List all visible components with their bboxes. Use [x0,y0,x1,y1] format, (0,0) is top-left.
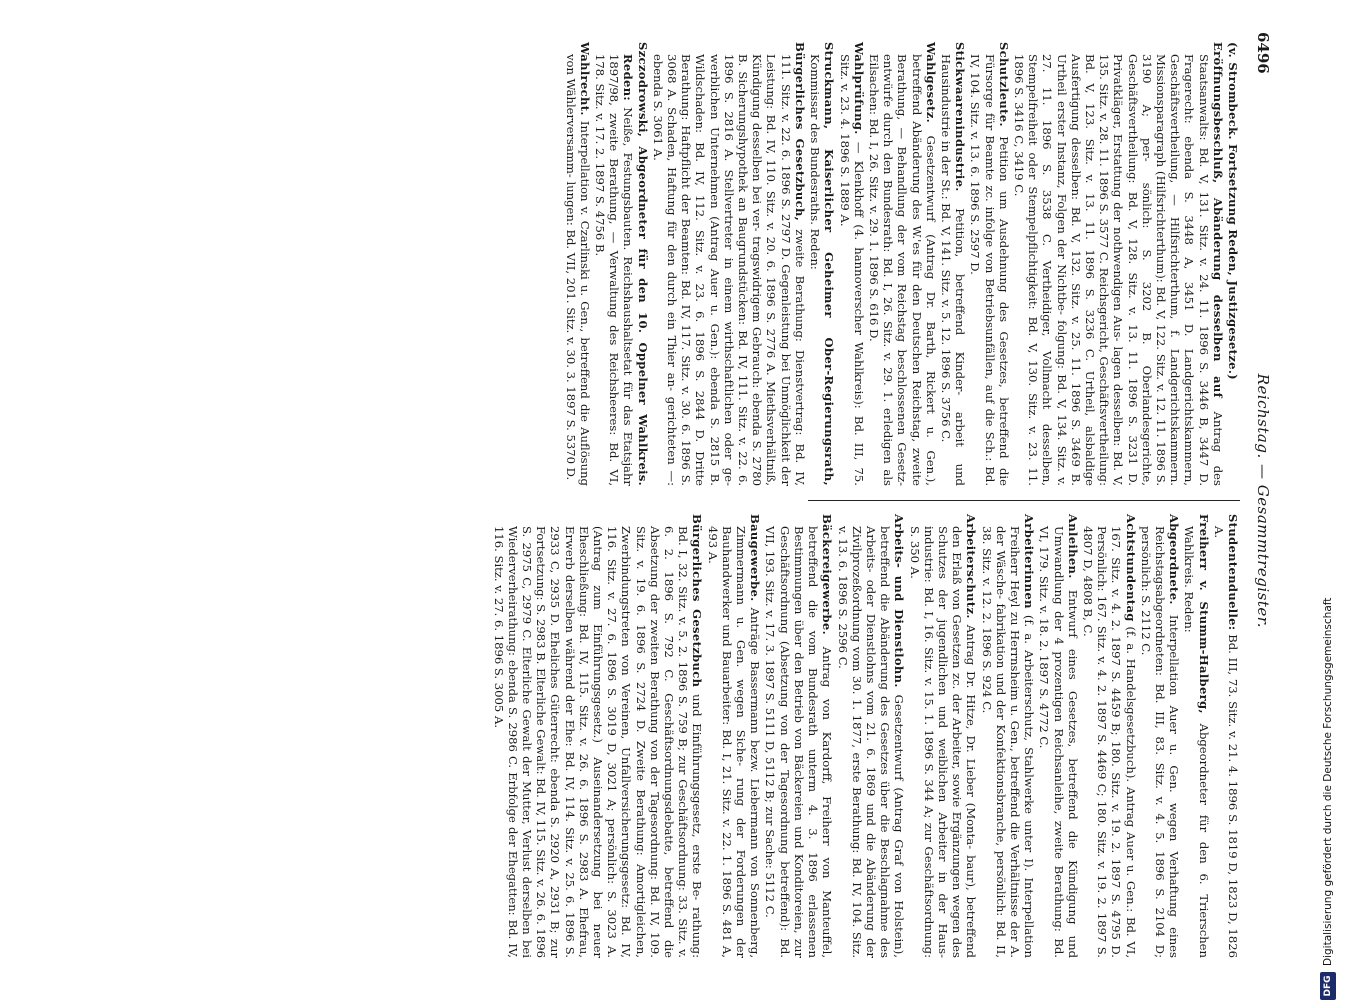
entry-line: entwürfe durch den Bundesrath: Bd. I, 26. Sitz. v. 29. 1. [881,54,896,403]
entry-heading: Bäckereigewerbe. [820,514,835,635]
entry-line: (Absetzung von der Tagesordnung betreffend): Bd. VII, [763,526,792,958]
running-title: Reichstag. — Gesammtregister. [1254,373,1272,629]
entry-line: v. 18. 2. 1897 S. 4772 C. [1037,601,1052,749]
entry-line: 114. Sitz. v. 25. 6. 1896 S. 2933 C, 2935 D. [548,526,577,958]
entry-line: Privatkläger, Erstattung der nothwendigen Aus- [1111,54,1126,342]
entry-heading: Bürgerliches Gesetzbuch, [792,42,807,222]
entry-line: Petition um Ausdehnung des Gesetzes, [996,126,1011,388]
entry-line: Dienstlohns vom 21. 6. 1869 und die Abänderung [863,606,878,931]
entry-line: Urtheil, alsbaldige Ausfertigung desselben: [1068,54,1097,486]
register-entry [563,42,591,486]
register-entry [968,42,1011,486]
entry-line: Verwaltung des Reichsheeres: Bd. VI, 178. Sitz. v. [593,54,622,486]
entry-line: Entwurf eines Gesetzes, betreffend die [1065,578,1080,849]
entry-line: Anträge Bassermann bezw. Liebermann [748,601,763,850]
entry-line: rathung: Bd. I, 32. Sitz. v. 5. 2. 1896 S. 759 B; zur [676,526,705,959]
entry-line: Antrag des Staatsanwalts: Bd. V, 131. Sitz. [1196,54,1225,486]
entry-line: Dienstvertrag: Bd. IV, 111. Sitz. v. 22. 6. 1896 [778,54,807,486]
entry-line: Berathung: Bd. IV, 104. Sitz. v. 13. 6. 1896 [835,526,864,958]
entry-line: Verhaftung eines Reichstagsabgeordneten: Bd. III, [1152,526,1182,958]
entry-line: Dritte Berathung: [679,54,708,486]
entry-line: 180. Sitz. v. 19. 2. 1897 S. 4795 D. Persönlich: [1095,526,1124,958]
entry-line: Betriebsunfällen, auf die Sch.: Bd. IV, 104. Sitz. [968,54,997,487]
entry-line: (f. a. Handelsgesetzbuch). Antrag Auer [1123,621,1138,861]
entry-line: tragswidrigem Gebrauch: ebenda S. 2780 B. [736,54,765,486]
entry-line: — Klenkhoff (4. hannoverscher Wahlkreis): [851,134,866,409]
entry-line: 1896 S. 2975 C, 2979 C. [520,526,549,959]
entry-heading: Studentenduelle: [1226,514,1240,631]
entry-line: der Arbeiter, sowie Ergänzungen wegen des Schutzes [935,526,965,958]
digitization-credit: Digitalisierung gefördert durch die Deutsche Forschungsgemeinschaft [1322,597,1334,966]
entry-line: Haftpflicht der Beamten: Bd. IV, 117. Sitz. v. [679,120,694,396]
entry-line: zweite Berathung: [792,221,807,342]
entry-line: 111. Sitz. v. 22. 6. 1896 S. 2816 A. [721,54,751,487]
entry-line: Elterliche Gewalt: Bd. IV, 115. Sitz. v. 26. 6. [534,664,549,925]
entry-line: Bd. V, 132. Sitz. v. 25. 11. 1896 S. 3469 B. [1068,199,1083,486]
register-entry [763,514,834,958]
entry-line: Gegenleistung bei Unmöglichkeit der Leistung: Bd. IV, [764,54,793,486]
entry-heading: Baugewerbe. [748,514,763,602]
entry-heading: Stickwaarenindustrie. [953,42,968,192]
entry-line: 167. Sitz. v. 4. 2. 1897 S. 4469 C; 180. Sitz. v. [1095,591,1110,871]
entry-line: v. 13. 6. 1896 S. 2597 D. [968,127,983,275]
entry-line: Fragerecht: ebenda S. 3448 A, 3451 D. [1182,54,1197,337]
entry-line: Wildschaden: Bd. IV, 112. Sitz. v. 23. 6. 1896 [693,54,708,361]
digitization-footer [1303,0,1353,1000]
entry-line: Ehefrau, Erwerb derselben während der Ehe: Bd. IV, [562,526,591,958]
entry-line: Unfallversicherungsgesetz: Bd. IV, 116. Sitz. v. [605,526,634,958]
entry-line: 110. Sitz. v. 20. 6. 1896 S. 2776 A. [764,154,779,376]
entry-line: 23. 11. 1896 S. 3416 C, 3419 C. [1011,54,1041,486]
register-entry [651,42,807,486]
entry-line: Sicherungshypothek an Baugrundstücken: Bd. IV, [736,66,751,370]
entry-line: Elterliche Gewalt der Mutter, Verlust derselben [520,641,535,935]
entry-line: Geschäftsordnungsdebatte, betreffend die Absetzung der [647,526,677,958]
entry-line: ebenda S. 2815 B. [707,359,722,486]
entry-line: baur), betreffend den Erlaß von Gesetzen zc. [950,526,979,958]
entry-line: Gen., betreffend die Verhältnisse der A. der Wäsche- [993,526,1022,958]
entry-line: Wahlkreis. Reden: [1182,526,1197,633]
left-column [490,28,1240,500]
entry-line: 115. Sitz. v. 26. 6. 1896 S. 2983 A. [576,665,591,901]
entry-line: Miethsverhältniß, Kündigung desselben bei ver- [750,54,779,486]
entry-line: 493 A. [705,526,720,564]
entry-line: 30. 6. 1896 S. 3068 A. [665,54,694,486]
entry-line: Reichsanleihe, zweite Berathung: Bd. VI, 179. Sitz. [1037,526,1066,958]
dfg-logo: DFG [1320,972,1336,1000]
register-entry [593,42,650,486]
entry-line: Antrag von Kardorff, Freiherr von [820,634,835,879]
register-entry [939,42,967,486]
entry-line: zur Geschäftsordnung: S. 350 A. [907,526,936,958]
entry-line: Reichshaushaltsetat [621,250,636,376]
entry-line: 193. Sitz. v. 17. 3. 1897 S. 5111 D, 5112 B; zur [763,547,778,826]
entry-line: Vertheidiger, Vollmacht desselben, Stempelfreiheit [1026,54,1055,486]
entry-line: der jugendlichen und weiblichen Arbeiter in der Haus- [935,578,950,958]
entry-line: betreffend die Auflösung von Wählerversamm- [563,54,592,486]
entry-line: 4. 3. 1896 erlassenen Bestimmungen über den Betrieb [791,526,821,959]
entry-line: Missionsparagraph (Hilfsrichterthum): Bd. V, [1153,54,1168,321]
entry-line: Interpellation v. Czarlinski u. Gen., [577,115,592,333]
entry-line: Bd. II, 38. Sitz. v. 12. 2. 1896 S. 924 C. [979,526,1008,958]
entry-heading: Bürgerliches Gesetzbuch [690,514,705,688]
entry-line: Gesetzentwurf (Antrag Dr. Barth, [923,123,938,359]
entry-line: oder Stempelpflichtigkeit: Bd. V, 130. Sitz. v. [1026,145,1041,436]
entry-line: Oberlandesgerichte, Geschäftsvertheilung: Bd. V, [1125,54,1154,486]
entry-line: Eheliches Güterrecht: ebenda S. 2920 A, 2931 B; [548,626,563,934]
entry-line: 27. 6. 1896 S. 3005 A. [491,594,506,729]
entry-line: Urtheil erster Instanz, Folgen der Nichtbe- [1054,54,1069,315]
text-columns [490,28,1240,972]
register-entry [1081,514,1138,958]
entry-line: 27. 6. 1896 S. 3019 D, 3021 A; persönlich: [605,600,620,885]
register-entry [1182,514,1210,958]
register-entry [979,514,1036,958]
entry-line: 1896 S. 3577 C. [1097,166,1112,264]
entry-line: Gesetzes über die Beschlagnahme des Arbeits- oder [863,526,893,958]
entry-line: Antrag Dr. Hitze, Dr. Lieber (Monta- [964,618,979,850]
entry-heading: Freiherr v. Stumm-Halberg, [1196,514,1211,714]
entry-line: für den Deutschen Reichstag, zweite Berathung, — [895,54,924,486]
entry-line: Erbfolge der Ehegatten: Bd. IV, 116. Sitz. v. [491,526,520,958]
entry-line: Interpellation Freiherr Heyl zu Herrnsheim u. [1007,526,1037,958]
entry-line: S. 3023 A. (Antrag zum Einführungsgesetz.) [591,526,620,958]
entry-heading: Eröffnungsbeschluß, Abänderung desselben auf [1210,42,1225,398]
entry-line: zur Fortsetzung: S. 2983 B. [534,526,563,958]
entry-line: fabrikation und der Konfektionsbranche, persönlich: [993,599,1008,917]
entry-line: industrie: Bd. I, 16. Sitz. v. 15. 1. 1896 S. 344 A; [921,526,936,819]
entry-heading: Wahlgesetz. [923,42,938,124]
register-entry [837,42,865,486]
entry-line: Kommissar des Bundesraths. Reden: [808,54,823,270]
entry-line: Abgeordneter für den 6. Trierschen [1196,713,1211,958]
register-entry [835,514,906,958]
entry-line: Petition, betreffend Kinder- [953,191,968,396]
entry-line: 1823 D, 1826 A. [1211,526,1240,959]
register-entry [1037,514,1080,958]
entry-line: und Einführungsgesetz, erste Be- [690,687,705,901]
entry-line: v. 5. 12. 1896 S. 3756 C. [938,295,953,443]
column-divider [808,500,1240,501]
entry-line: Auseinandersetzung bei neuer Eheschließung: Bd. IV, [576,526,606,958]
register-entry [808,42,836,486]
entry-line: v. 24. 11. 1896 S. 3446 B, 3447 D. [1196,250,1211,487]
entry-line: Landgerichtskammern, Geschäftsvertheilung, — [1168,54,1197,486]
entry-line: 1896 S. 616 D. [866,251,881,342]
entry-line: (f. a. Arbeiterschutz, Stahlwerke unter I). [1022,608,1037,872]
entry-line: 83. Sitz. v. 4. 5. 1896 S. 2104 D; persönlich: S. 2112 C. [1138,526,1167,958]
register-entry [1212,514,1240,958]
entry-heading: Anleihen. [1065,514,1080,579]
entry-line: gerichteten —: ebenda S. 3061 A. [650,54,680,487]
entry-line: Sache: 5112 C. [763,825,778,918]
entry-line: Kündigung und Umwandlung der 4 prozentigen [1051,526,1080,958]
entry-line: der Zivilprozeßordnung vom 30. 1. 1877, erste [849,526,878,959]
register-entry [1012,42,1225,486]
entry-line: zweiten Berathung von der Tagesordnung: Bd. IV, [647,613,662,927]
entry-line: Gesetzentwurf (Antrag [892,687,907,833]
entry-line: v. 13. 11. 1896 S. 3236 C. [1082,164,1097,362]
entry-line: rung der Forderungen der Bauhandwerker und [719,526,749,958]
entry-line: arbeit und Hausindustrie in der St.: Bd. V, 141. Sitz. [938,54,968,486]
entry-line: S. 2596 C. [835,604,850,669]
entry-heading: Abgeordnete. [1167,514,1182,605]
register-entry [1226,42,1240,486]
entry-line: u. Gen.: Bd. VI, 167. Sitz. v. 4. 2. 1897 S. 4459 B; [1109,526,1138,959]
entry-line: lagen desselben: Bd. V, 135. Sitz. v. 28. 11. [1097,54,1126,486]
entry-line: Amortigleichen, Zwerbindungstreten von Vereinen, [619,526,648,958]
entry-line: Bauarbeiter: Bd. I, 21. Sitz. v. 22. 1. 1896 S. 481 A, [719,646,734,958]
entry-heading: Schutzleute. [996,42,1011,127]
entry-line: Behandlung der vom Reichstag beschlossenen Gesetz- [895,139,910,487]
entry-line: 128. Sitz. v. 13. 11. 1896 S. 3231 D. [1125,229,1140,486]
register-entry [491,514,704,958]
entry-line: S. 2797 D. [778,194,793,261]
entry-line: Interpellation Auer u. Gen. wegen [1167,604,1182,842]
entry-line: 17. 2. 1897 S. 4756 B. [593,122,608,257]
entry-heading: Szczodrowski, Abgeordneter für den 10. Oppelner Wahlkreis. Reden: [621,42,650,486]
entry-line: Schaden, Haftung für den durch ein Thier an- [665,101,680,391]
entry-line: 109. Sitz. v. 19. 6. 1896 S. 2724 D. [633,526,662,958]
entry-line: Reichsgericht, Geschäftsvertheilung: Bd. V, 123. Sitz. [1082,54,1112,486]
entry-line: Hilfsrichterthum, f. Landgerichtskammern. [1168,205,1183,486]
entry-line: von Bäckereien und Konditoreien, zur Geschäftsordnung [777,526,806,958]
entry-line: Stellvertreter in einem wirthschaftlichen oder ge- [721,161,736,486]
entry-line: Bd. III, 73. Sitz. v. 21. 4. 1896 S. 1819 D, [1226,630,1240,876]
entry-heading: Struckmann, Kaiserlicher Geheimer Ober-Regierungsrath, [822,42,837,486]
entry-line: lungen: Bd. VII, 201. Sitz. v. 30. 3. 1897 S. 5370 D. [563,177,578,481]
entry-line: Bd. III, 75. Sitz. v. 23. 4. 1896 S. 1889 A. [837,54,866,486]
entry-heading: Arbeits- und Dienstlohn. [892,514,907,688]
entry-line: folgung: Bd. V, 134. Sitz. v. 27. 11. 1896 [1040,54,1069,486]
entry-line: Neiße, Festungsbauten. [621,101,636,251]
entry-line: Manteuffel, betreffend die vom Bundesrath unterm [806,526,835,958]
entry-line: erledigen als Eilsachen: Bd. I, 26. Sitz. v. 29. 1. [866,54,896,486]
entry-line: werblichen Unternehmen (Antrag Auer u. Gen.): [707,54,722,360]
entry-line: Geschäftsordnung: 33. Sitz. v. 6. 2. 1896 S. 792 C. [662,526,691,958]
entry-line: Graf von Holstein), betreffend die Abänderung des [878,526,907,958]
entry-line: betreffend die Fürsorge für Beamte zc. infolge von [982,54,1011,486]
entry-line: bei Wiederverheirathung: ebenda S. 2986 C. [505,526,535,958]
register-entry [705,514,762,958]
entry-heading: Arbeiterschutz. [964,514,979,619]
page-number: 6496 [1254,32,1272,74]
page-header [1248,28,1272,972]
entry-line: 19. 2. 1897 S. 4807 D, 4808 B, C. [1080,526,1110,958]
entry-line: für das Etatsjahr 1897/98, zweite Berathung, — [607,54,636,486]
register-entry [867,42,938,486]
entry-line: 122. Sitz. v. 12. 11. 1896 S. 3190 A; per- [1139,54,1168,486]
right-column [490,500,1240,972]
entry-line: sönlich: S. 3202 B. [1139,161,1154,345]
register-entry [907,514,978,958]
entry-line: von Sonnenberg, Zimmermann u. Gen. wegen Siche- [734,526,763,959]
entry-heading: Achtstundentag [1123,514,1138,622]
entry-heading: Arbeiterinnen [1022,514,1037,609]
register-entry [1139,514,1182,958]
entry-line: S. 3538 C. [1040,149,1055,247]
entry-heading: (v. Strombeck. Fortsetzung Reden, Justizgesetze.) [1226,42,1240,380]
entry-heading: Wahlprüfung. [851,42,866,135]
entry-line: Rickert u. Gen.), betreffend Abänderung des W.'es [909,54,938,486]
entry-line: S. 2844 D. [693,361,708,443]
entry-heading: Wahlrecht. [577,42,592,116]
entry-line: Zweite Berathung: [633,732,648,856]
